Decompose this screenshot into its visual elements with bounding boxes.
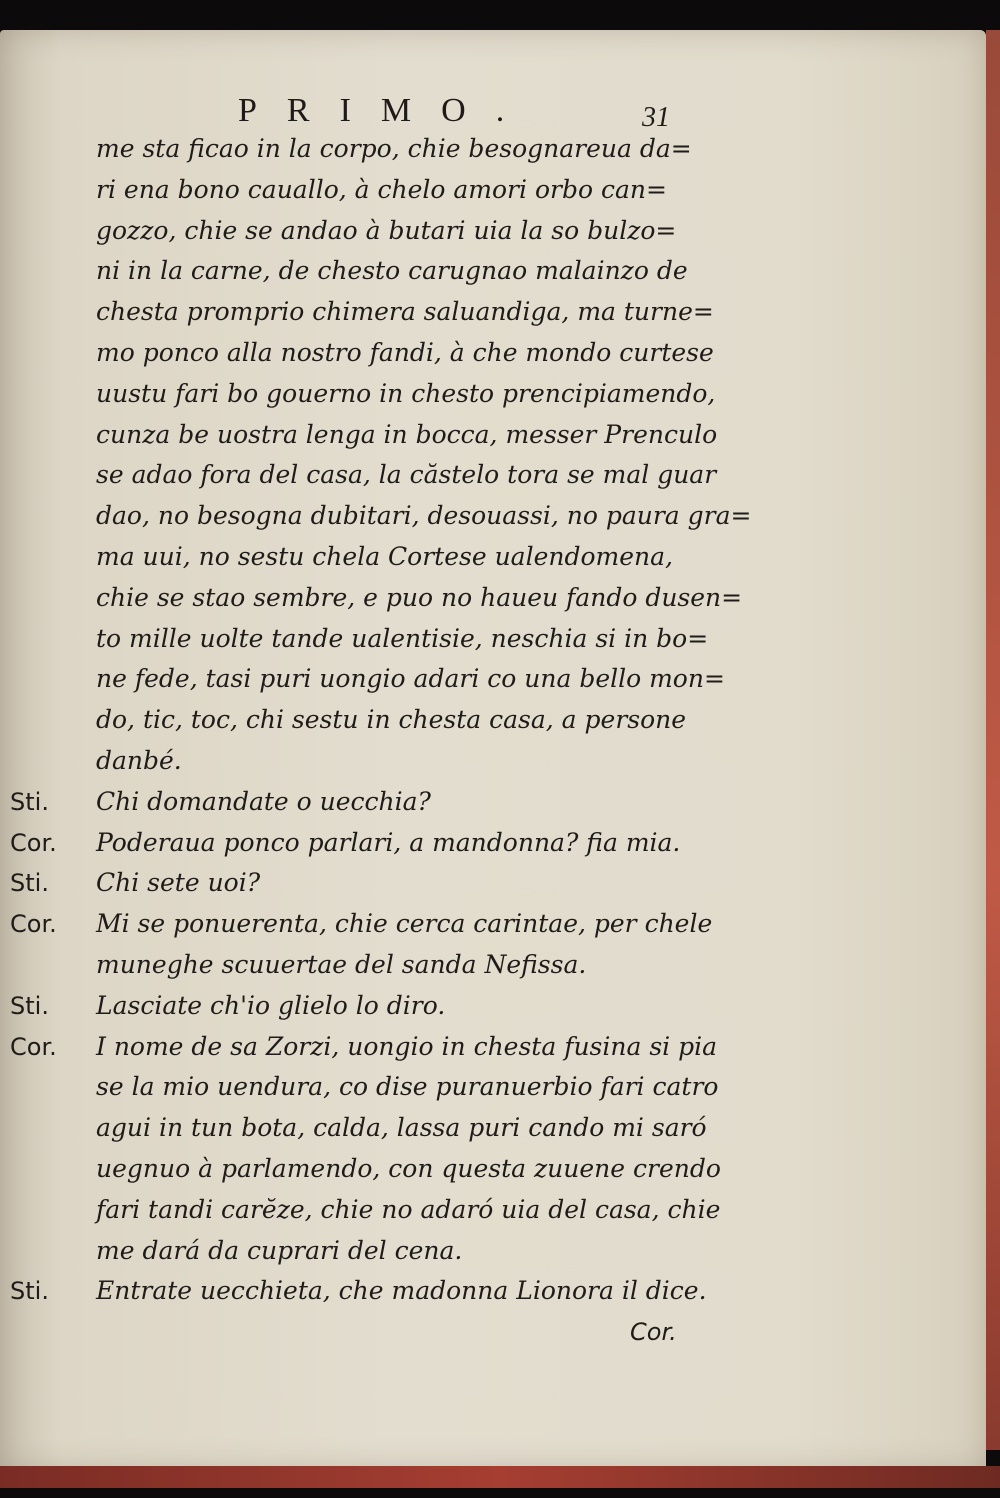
text-line: se adao fora del casa, la căstelo tora se mal guar (96, 460, 717, 489)
text-line: agui in tun bota, calda, lassa puri cando mi saró (96, 1113, 707, 1142)
text-line: ri ena bono cauallo, à chelo amori orbo can= (96, 175, 667, 204)
text-line: Chi domandate o uecchia? (96, 787, 431, 816)
text-line: gozzo, chie se andao à butari uia la so bulzo= (96, 216, 677, 245)
page-number: 31 (642, 102, 670, 133)
text-line: uegnuo à parlamendo, con questa zuuene crendo (96, 1154, 721, 1183)
text-line: ni in la carne, de chesto carugnao malainzo de (96, 256, 688, 285)
catchword: Cor. (630, 1318, 677, 1346)
text-line: muneghe scuuertae del sanda Nefissa. (96, 950, 587, 979)
text-line: danbé. (96, 746, 182, 775)
speaker-label: Sti. (10, 1277, 49, 1305)
running-title: PRIMO. (238, 92, 535, 129)
text-line: do, tic, toc, chi sestu in chesta casa, a persone (96, 705, 687, 734)
text-line: uustu fari bo gouerno in chesto prencipiamendo, (96, 379, 716, 408)
text-line: se la mio uendura, co dise puranuerbio fari catro (96, 1072, 719, 1101)
text-line: dao, no besogna dubitari, desouassi, no paura gra= (96, 501, 752, 530)
speaker-label: Cor. (10, 1033, 57, 1061)
speaker-label: Cor. (10, 829, 57, 857)
page-edge (986, 30, 1000, 1450)
text-line: cunza be uostra lenga in bocca, messer Prenculo (96, 420, 718, 449)
text-line: Chi sete uoi? (96, 868, 261, 897)
page-header (0, 62, 1000, 133)
speaker-label: Sti. (10, 992, 49, 1020)
bottom-edge (0, 1466, 1000, 1488)
text-line: chesta promprio chimera saluandiga, ma turne= (96, 297, 714, 326)
text-line: to mille uolte tande ualentisie, neschia si in bo= (96, 624, 709, 653)
speaker-label: Sti. (10, 869, 49, 897)
text-line: mo ponco alla nostro fandi, à che mondo curtese (96, 338, 714, 367)
text-line: ne fede, tasi puri uongio adari co una bello mon= (96, 664, 725, 693)
speaker-label: Cor. (10, 910, 57, 938)
text-line: Poderaua ponco parlari, a mandonna? fia mia. (96, 828, 681, 857)
text-line: chie se stao sembre, e puo no haueu fando dusen= (96, 583, 743, 612)
text-line: Mi se ponuerenta, chie cerca carintae, per chele (96, 909, 713, 938)
text-line: Lasciate ch'io glielo lo diro. (96, 991, 446, 1020)
text-line: I nome de sa Zorzi, uongio in chesta fusina si pia (96, 1032, 718, 1061)
text-line: fari tandi carĕze, chie no adaró uia del casa, chie (96, 1195, 721, 1224)
speaker-label: Sti. (10, 788, 49, 816)
text-line: me sta ficao in la corpo, chie besognareua da= (96, 134, 692, 163)
text-line: Entrate uecchieta, che madonna Lionora il dice. (96, 1276, 707, 1305)
text-line: ma uui, no sestu chela Cortese ualendomena, (96, 542, 673, 571)
text-line: me dará da cuprari del cena. (96, 1236, 463, 1265)
